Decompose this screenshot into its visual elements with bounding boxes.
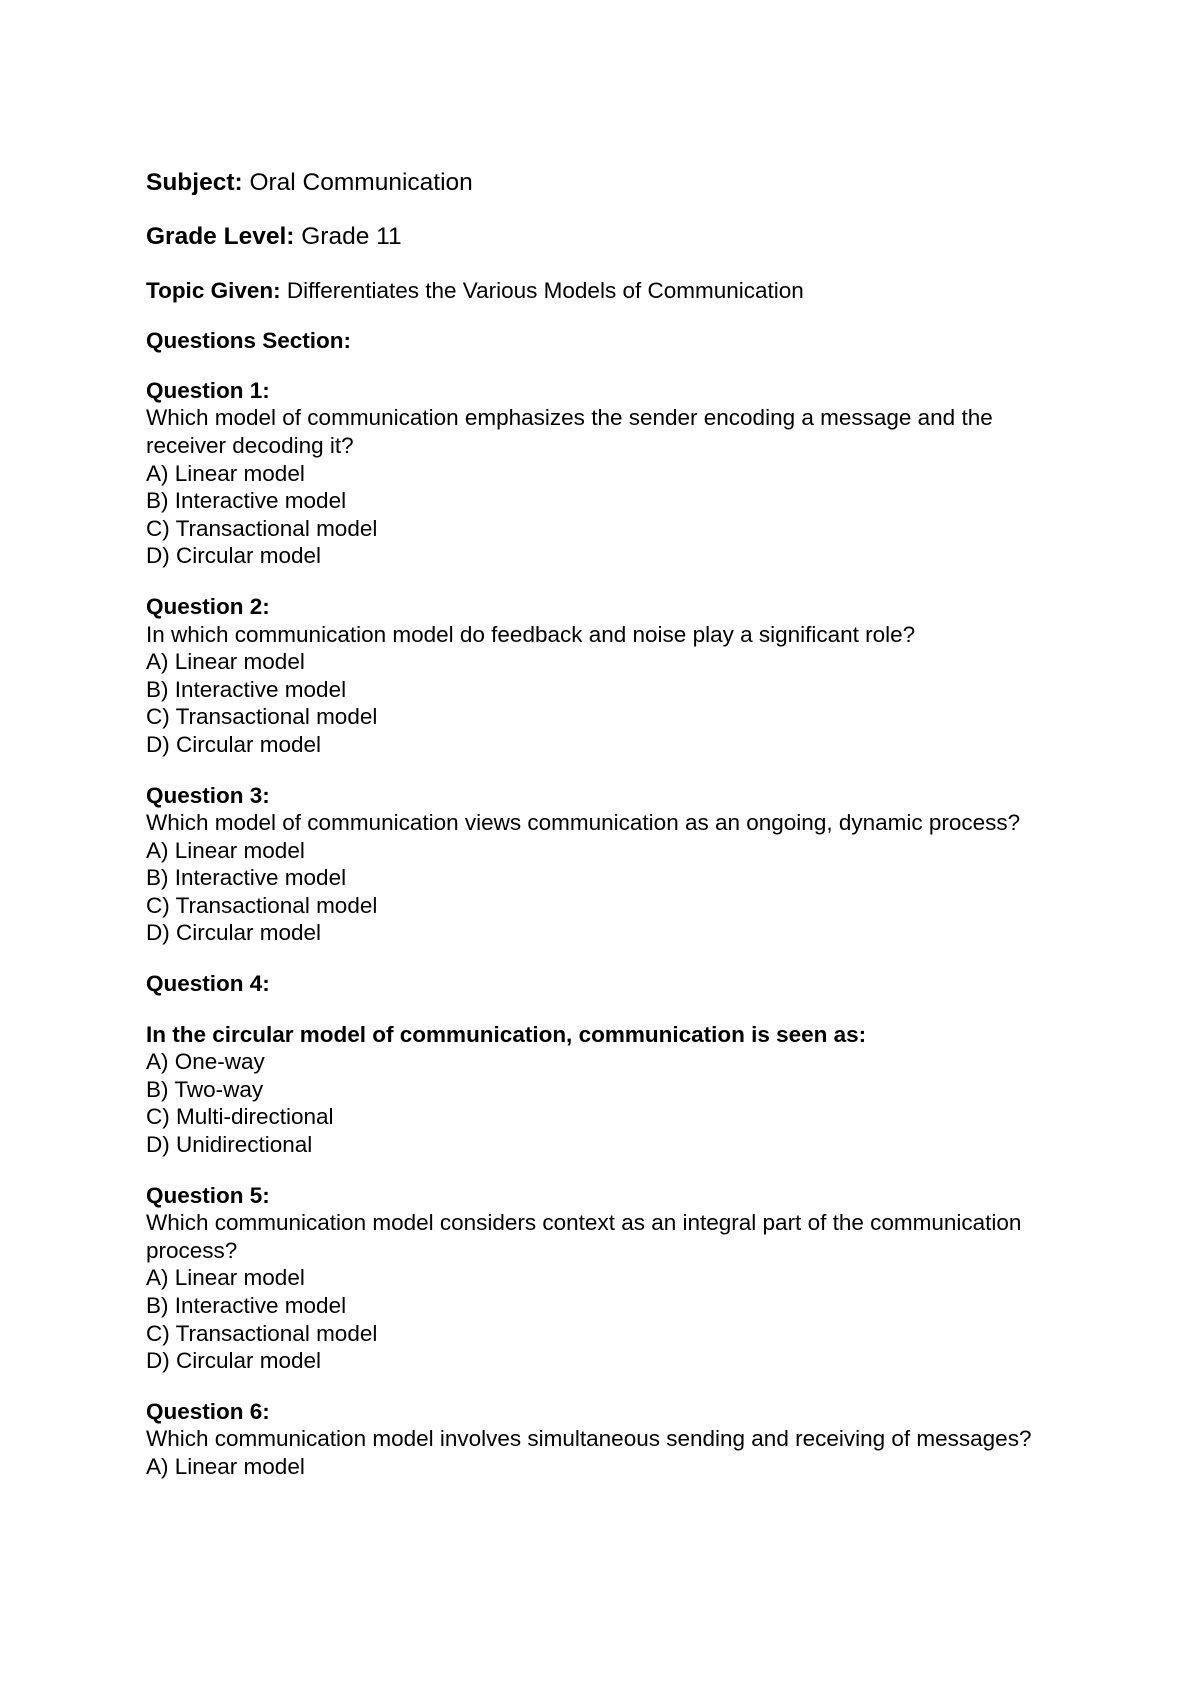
question-block [146,1182,1046,1375]
subject-value: Oral Communication [249,169,473,196]
answer-option: D) Circular model [146,543,322,569]
question-block [146,377,1046,570]
answer-option: D) Unidirectional [146,1132,313,1158]
answer-option: B) Interactive model [146,1293,347,1318]
answer-option: C) Multi-directional [146,1104,334,1130]
topic-label: Topic Given: [146,277,281,303]
answer-options [146,1453,1046,1481]
question-title: Question 2: [146,593,270,619]
answer-option: A) Linear model [146,1265,305,1291]
question-text: Which communication model involves simultaneous sending and receiving of messages? [146,1426,1032,1452]
answer-option: B) Interactive model [146,676,347,702]
answer-option: A) Linear model [146,460,305,486]
answer-options [146,1264,1046,1374]
questions-section-heading: Questions Section: [146,327,352,353]
question-title: Question 6: [146,1398,270,1424]
answer-option: C) Transactional model [146,515,378,541]
answer-option: C) Transactional model [146,892,378,918]
answer-options [146,837,1046,947]
question-text: In the circular model of communication, communication is seen as: [146,1021,867,1047]
question-block [146,782,1046,948]
answer-option: C) Transactional model [146,1320,378,1346]
answer-option: B) Interactive model [146,488,347,514]
question-title: Question 5: [146,1182,270,1208]
answer-options [146,460,1046,570]
question-title: Question 1: [146,377,270,403]
answer-option: D) Circular model [146,731,322,757]
question-block [146,1398,1046,1481]
question-text: In which communication model do feedback and noise play a significant role? [146,621,916,647]
question-block [146,593,1046,759]
topic-line [146,277,1046,304]
spacer [146,998,1046,1021]
topic-value: Differentiates the Various Models of Communication [286,277,804,303]
answer-options [146,648,1046,758]
question-text: Which model of communication views communication as an ongoing, dynamic process? [146,810,1021,836]
answer-options [146,1048,1046,1158]
answer-option: D) Circular model [146,1348,322,1374]
answer-option: C) Transactional model [146,704,378,730]
answer-option: A) Linear model [146,649,305,675]
question-title: Question 3: [146,782,270,808]
grade-level-line [146,222,1046,251]
grade-level-label: Grade Level: [146,223,295,251]
question-title: Question 4: [146,971,270,997]
answer-option: A) Linear model [146,837,305,863]
answer-option: B) Interactive model [146,865,347,891]
subject-line [146,168,1046,197]
grade-level-value: Grade 11 [301,223,402,251]
answer-option: A) One-way [146,1049,265,1075]
answer-option: B) Two-way [146,1076,264,1102]
answer-option: D) Circular model [146,920,322,946]
question-text: Which model of communication emphasizes the sender encoding a message and the receiver decoding it? [146,405,993,458]
answer-option: A) Linear model [146,1453,305,1479]
subject-label: Subject: [146,169,243,196]
question-block [146,970,1046,1159]
document-page [146,168,1046,1504]
question-text: Which communication model considers context as an integral part of the communication process? [146,1210,1022,1263]
